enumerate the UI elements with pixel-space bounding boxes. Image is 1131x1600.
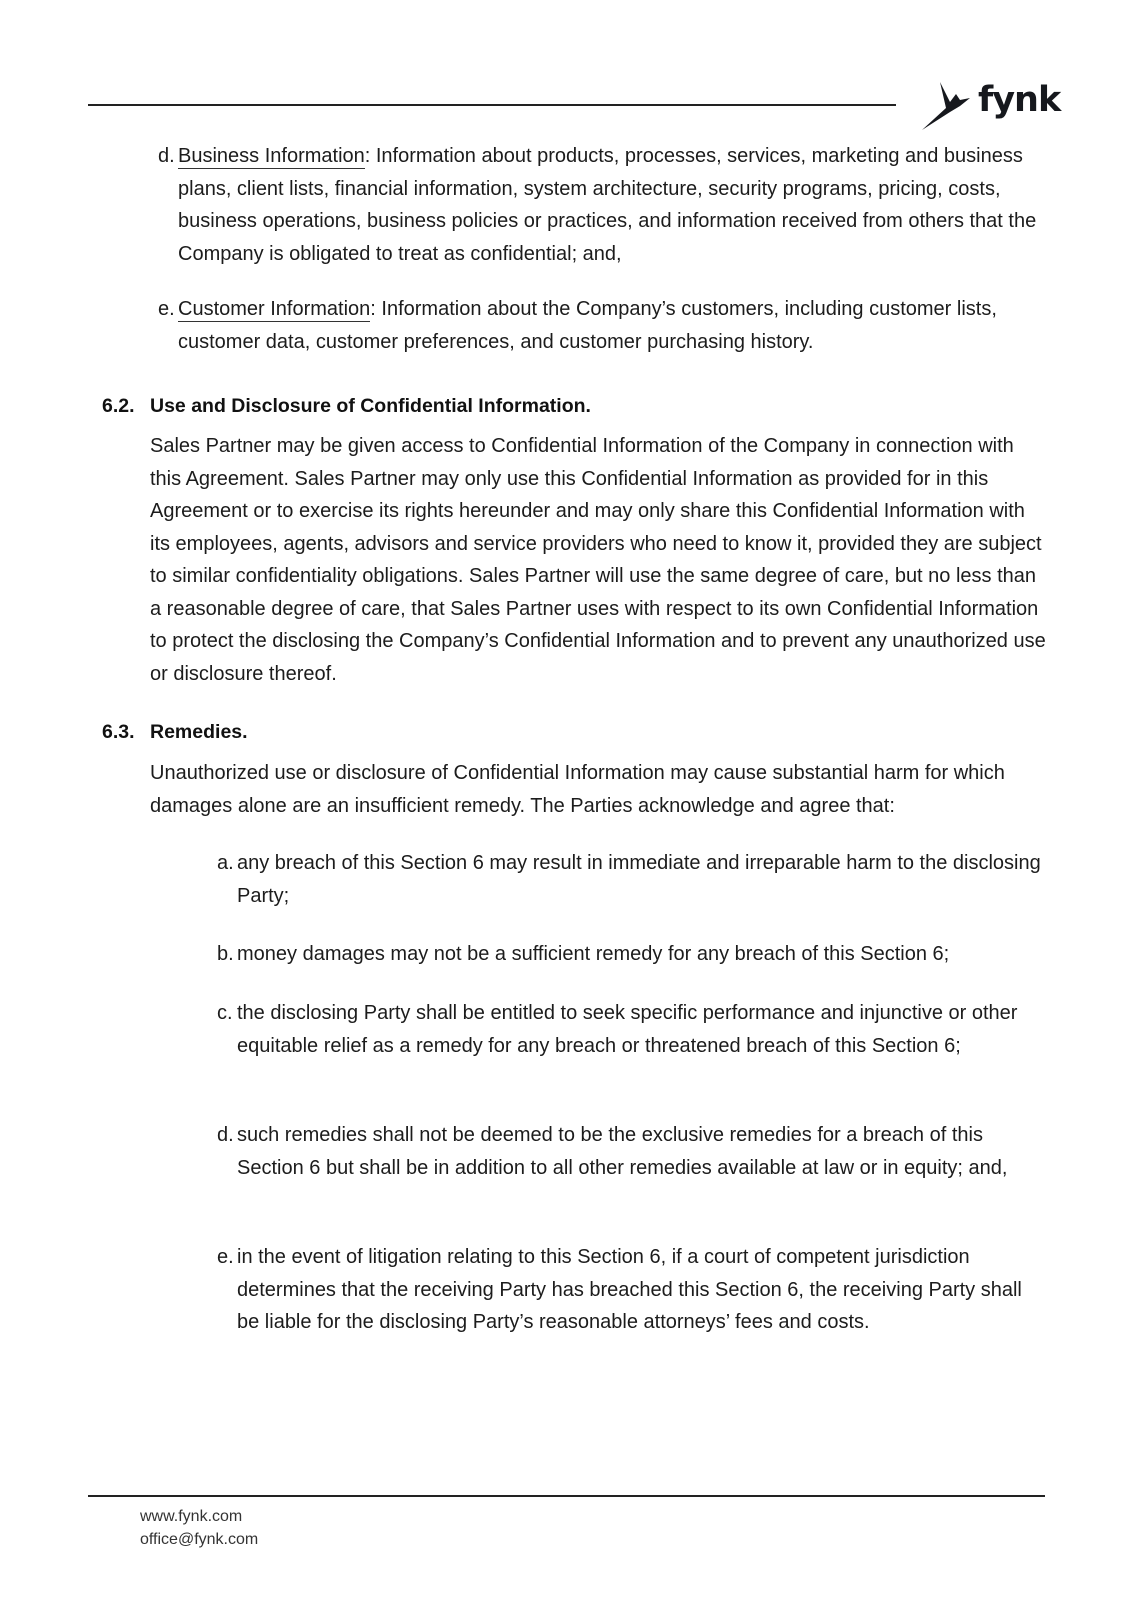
list-marker: c. bbox=[217, 1002, 233, 1024]
fynk-logo bbox=[920, 78, 1060, 134]
section-paragraph: Unauthorized use or disclosure of Confidential Information may cause substantial harm for which damages alone are an insufficient remedy. The Parties acknowledge and agree that: bbox=[150, 762, 1005, 817]
list-item bbox=[217, 938, 1047, 971]
list-marker: d. bbox=[217, 1124, 234, 1146]
list-item-text: Business Information: Information about products, processes, services, marketing and business plans, client lists, financial information, system architecture, security programs, pricing, costs, business operations, business policies or practices, and information received from others that the Company is obligated to treat as confidential; and, bbox=[178, 145, 1037, 265]
list-marker: d. bbox=[158, 145, 175, 167]
section-heading bbox=[102, 716, 248, 749]
list-marker: a. bbox=[217, 852, 234, 874]
list-item-text: in the event of litigation relating to this Section 6, if a court of competent jurisdiction determines that the receiving Party has breached this Section 6, the receiving Party shall be liable for the disclosing Party’s reasonable attorneys’ fees and costs. bbox=[237, 1246, 1022, 1333]
section-number: 6.3. bbox=[102, 721, 135, 743]
list-item-text: such remedies shall not be deemed to be the exclusive remedies for a breach of this Section 6 but shall be in addition to all other remedies available at law or in equity; and, bbox=[237, 1124, 1008, 1179]
footer-website-link[interactable]: www.fynk.com bbox=[140, 1508, 243, 1525]
list-marker: e. bbox=[217, 1246, 234, 1268]
term-customer-information: Customer Information bbox=[178, 298, 371, 320]
section-title: Remedies. bbox=[150, 721, 248, 743]
footer-email-link[interactable]: office@fynk.com bbox=[140, 1531, 259, 1548]
bird-icon bbox=[920, 78, 976, 134]
list-item bbox=[217, 1241, 1047, 1339]
logo-wordmark: fynk bbox=[978, 80, 1061, 120]
section-number: 6.2. bbox=[102, 395, 135, 417]
section-heading bbox=[102, 390, 591, 423]
list-marker: e. bbox=[158, 298, 175, 320]
term-business-information: Business Information bbox=[178, 145, 365, 167]
section-title: Use and Disclosure of Confidential Information. bbox=[150, 395, 591, 417]
list-item bbox=[158, 140, 1038, 270]
list-item-text: the disclosing Party shall be entitled to seek specific performance and injunctive or other equitable relief as a remedy for any breach or threatened breach of this Section 6; bbox=[237, 1002, 1018, 1057]
footer bbox=[140, 1505, 258, 1551]
section-paragraph: Sales Partner may be given access to Confidential Information of the Company in connection with this Agreement. Sales Partner may only use this Confidential Information as provided for in this Agreement or to exercise its rights hereunder and may only share this Confidential Information with its employees, agents, advisors and service providers who need to know it, provided they are subject to similar confidentiality obligations. Sales Partner will use the same degree of care, but no less than a reasonable degree of care, that Sales Partner uses with respect to its own Confidential Information to protect the disclosing the Company’s Confidential Information and to prevent any unauthorized use or disclosure thereof. bbox=[150, 435, 1046, 685]
list-item-text: Customer Information: Information about the Company’s customers, including customer lists, customer data, customer preferences, and customer purchasing history. bbox=[178, 298, 997, 353]
list-marker: b. bbox=[217, 943, 234, 965]
list-item-text: money damages may not be a sufficient remedy for any breach of this Section 6; bbox=[237, 943, 950, 965]
list-item bbox=[158, 293, 1038, 358]
list-item bbox=[217, 847, 1047, 912]
footer-divider bbox=[88, 1495, 1045, 1497]
list-item bbox=[217, 1119, 1047, 1184]
list-item-text: any breach of this Section 6 may result in immediate and irreparable harm to the disclosing Party; bbox=[237, 852, 1041, 907]
header-divider bbox=[88, 104, 896, 106]
list-item bbox=[217, 997, 1047, 1062]
